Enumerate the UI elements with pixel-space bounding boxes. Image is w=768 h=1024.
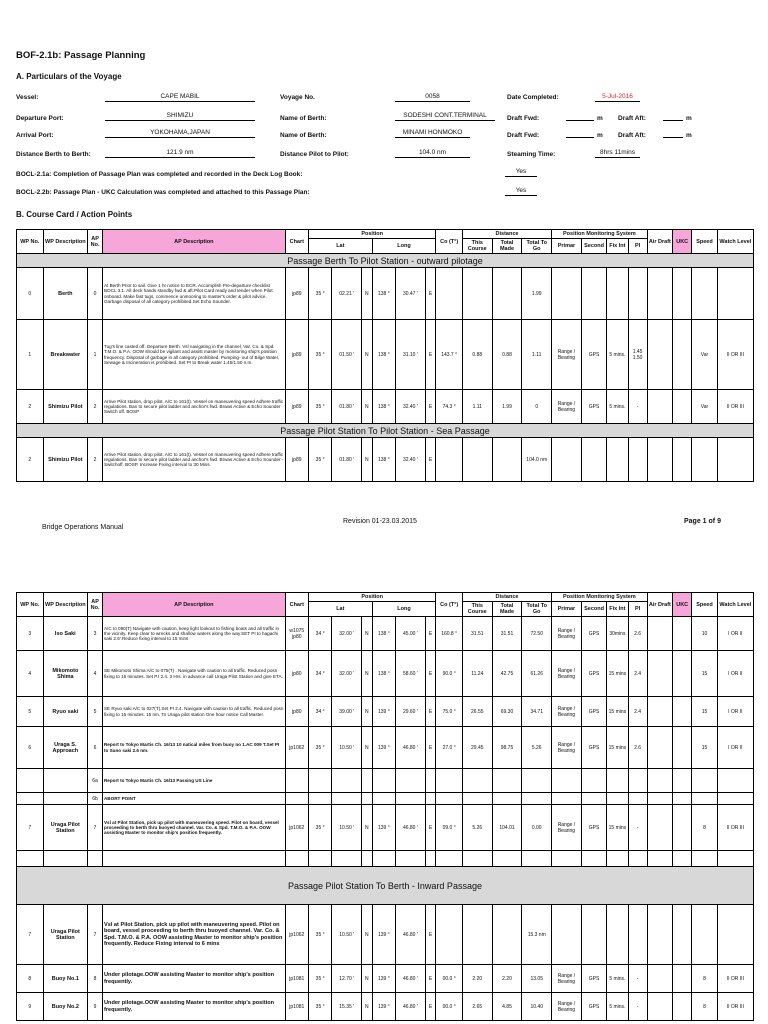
bocl-2b-value: Yes xyxy=(505,187,537,196)
col-air-draft: Air Draft xyxy=(647,230,672,254)
col-ap-no: AP No. xyxy=(88,230,103,254)
col-second: Second xyxy=(581,239,606,254)
arrival-value: YOKOHAMA,JAPAN xyxy=(105,129,255,138)
vessel-label: Vessel: xyxy=(16,94,39,101)
col-lat: Lat xyxy=(308,602,372,617)
table-row: 9 Buoy No.2 9 Under pilotage.OOW assisting Master to monitor ship's position frequently. jp1081 35 ° 15.35 ' N 139 ° 46.80 ' E 00.0 ° 2.65 4.85 10.40 Range / Bearing GPS 5 mins. - 8 II OR III xyxy=(17,993,754,1021)
section-a-heading: A. Particulars of the Voyage xyxy=(16,72,122,81)
footer-page: Page 1 of 9 xyxy=(684,518,721,525)
berth-2-value: MINAMI HONMOKO xyxy=(395,129,470,138)
col-fix-int: Fix Int xyxy=(607,602,628,617)
departure-value: SHIMIZU xyxy=(105,112,255,121)
col-fix-int: Fix Int xyxy=(607,239,628,254)
bocl-1a-text: BOCL-2.1a: Completion of Passage Plan was completed and recorded in the Deck Log Book: xyxy=(16,171,303,178)
col-this-course: This Course xyxy=(462,239,492,254)
col-long: Long xyxy=(372,239,436,254)
col-this-course: This Course xyxy=(462,602,492,617)
col-total-made: Total Made xyxy=(492,239,522,254)
table-row: 2 Shimizu Pilot 2 Arrive Pilot station, drop pilot. A/C to 161(t). Vessel on maneuvering speed Adhere traffic regulations. Ban to secure pilot ladder and anchor's fwd. Brwas Active & Echo Sounder Switch off. BOSP jp89 35 ° 01.80 ' N 138 ° 32.40 ' E 74.3 ° 1.11 1.99 0 Range / Bearing GPS 5 mins. - Var II OR III xyxy=(17,390,754,424)
bocl-2b-text: BOCL-2.2b: Passage Plan - UKC Calculation was completed and attached to this Passage Plan: xyxy=(16,189,310,196)
berth-1-value: SODESHI CONT.TERMINAL xyxy=(395,112,495,121)
table-row: 8 Buoy No.1 8 Under pilotage.OOW assisting Master to monitor ship's position frequently. jp1081 35 ° 12.70 ' N 139 ° 46.80 ' E 00.0 ° 2.20 2.20 13.05 Range / Bearing GPS 5 mins. - 8 II OR III xyxy=(17,965,754,993)
distance-pilot-value: 104.0 nm xyxy=(395,149,470,158)
table-row: 5 Ryuo saki 5 SE Ryuo saki A/C to 027(T).Set PI 2.4. Navigate with caution to all traffic. Reduced posn fixing to 15 minutes. 15 nm. To Uraga pilot station One hour notice Call Master. jp80 34 ° 39.00 ' N 139 ° 29.60 ' E 75.0 ° 26.55 69.30 34.71 Range / Bearing GPS 15 mins 2.4 15 I OR II xyxy=(17,697,754,727)
col-total-to-go: Total To Go xyxy=(522,602,552,617)
table-row: 4 Mikomoto Shima 4 SE Mikomoto Shima A/C to 075(T) . Navigate with caution to all traffic. Reduced posn fixing to 15 minutes. Set P.I 2.4. 3 Hrs. in advance call Uraga Pilot Station and give ETA. jp80 34 ° 32.00 ' N 138 ° 58.60 ' E 90.0 ° 11.24 42.75 61.26 Range / Bearing GPS 15 mins 2.4 15 I OR II xyxy=(17,651,754,697)
col-co: Co (T°) xyxy=(436,230,463,254)
footer-revision: Revision 01-23.03.2015 xyxy=(343,518,417,525)
section-b-heading: B. Course Card / Action Points xyxy=(16,210,133,219)
col-speed: Speed xyxy=(692,230,717,254)
voyage-value: 0058 xyxy=(395,93,470,102)
course-card-table-page-2 xyxy=(16,592,754,1021)
col-total-to-go: Total To Go xyxy=(522,239,552,254)
unit-m: m xyxy=(597,132,603,139)
arrival-label: Arrival Port: xyxy=(16,132,54,139)
col-wp-desc: WP Description xyxy=(43,593,88,617)
section-row-sea: Passage Pilot Station To Pilot Station - Sea Passage xyxy=(17,424,754,438)
bocl-1a-value: Yes xyxy=(505,168,537,177)
col-ap-desc: AP Description xyxy=(102,230,285,254)
unit-m: m xyxy=(686,115,692,122)
col-distance: Distance xyxy=(462,593,551,602)
col-primary: Primar xyxy=(552,602,582,617)
section-row-outward: Passage Berth To Pilot Station - outward pilotage xyxy=(17,254,754,268)
footer-manual: Bridge Operations Manual xyxy=(42,524,124,531)
col-position: Position xyxy=(308,593,435,602)
col-pi: PI xyxy=(628,602,647,617)
draft-aft-blank-2 xyxy=(663,129,683,138)
col-long: Long xyxy=(372,602,436,617)
draft-fwd-label-1: Draft Fwd: xyxy=(507,115,540,122)
departure-label: Departure Port: xyxy=(16,115,64,122)
distance-berth-label: Distance Berth to Berth: xyxy=(16,151,91,158)
col-position: Position xyxy=(308,230,435,239)
table-row: 2 Shimizu Pilot 2 Arrive Pilot station, drop pilot. A/C to 161(t). Vessel on maneuvering speed Adhere traffic regulations. Ban to secure pilot ladder and anchor's fwd. Brwas Active & Echo Sounder - Switchoff. BOSP. Increase Fixing interval to 30 Mins. jp89 35 ° 01.80 ' N 138 ° 32.40 ' E 104.0 nm xyxy=(17,438,754,482)
draft-aft-blank-1 xyxy=(663,112,683,121)
col-ukc: UKC xyxy=(673,593,692,617)
col-speed: Speed xyxy=(692,593,717,617)
steaming-value: 8hrs 11mins xyxy=(595,149,640,158)
draft-aft-label-1: Draft Aft: xyxy=(618,115,646,122)
table-row: 3 Iso Saki 3 A/C to 090(T) Navigate with caution, keep light lookout to fishing boats and all traffic in the vicinity. Keep clear to wrecks and shallow waters along the way.SET PI to hagachi saki 2.6'.Reduce fixing interval to 15 mins w1075 jp80 34 ° 32.00 ' N 138 ° 45.00 ' E 160.8 ° 31.51 31.51 72.50 Range / Bearing GPS 30mins 2.6 10 I OR II xyxy=(17,617,754,651)
col-co: Co (T°) xyxy=(436,593,463,617)
col-ap-no: AP No. xyxy=(88,593,103,617)
col-total-made: Total Made xyxy=(492,602,522,617)
draft-aft-label-2: Draft Aft: xyxy=(618,132,646,139)
date-label: Date Completed: xyxy=(507,94,559,101)
course-card-table-page-1 xyxy=(16,229,754,482)
table-row: 1 Breakwater 1 Tug's line casted off. Departure Berth. Vsl navigating in the channel, Var. Co. & Spd. T.M.O. & P.A. OOW should be vigilant and assist master by monitoring ship's position frequency. Disposal of garbage in all category prohibited. Pumping- out of Bilge Water, Sewage & Incineration is prohibited. Set PI to Break water 1.45/1.50 n.m. jp89 35 ° 01.50 ' N 138 ° 31.10 ' E 143.7 ° 0.88 0.88 1.11 Range / Bearing GPS 5 mins. 1.45 1.50 Var II OR III xyxy=(17,320,754,390)
table-row xyxy=(17,851,754,867)
page-title: BOF-2.1b: Passage Planning xyxy=(16,50,146,61)
col-wp-no: WP No. xyxy=(17,230,44,254)
col-wp-desc: WP Description xyxy=(43,230,88,254)
col-primary: Primar xyxy=(552,239,582,254)
col-lat: Lat xyxy=(308,239,372,254)
col-ap-desc: AP Description xyxy=(102,593,285,617)
vessel-value: CAPE MABIL xyxy=(105,93,255,102)
col-pms: Position Monitoring System xyxy=(552,593,648,602)
draft-fwd-blank-2 xyxy=(566,129,594,138)
distance-berth-value: 121.9 nm xyxy=(105,149,255,158)
col-pms: Position Monitoring System xyxy=(552,230,648,239)
draft-fwd-label-2: Draft Fwd: xyxy=(507,132,540,139)
col-watch-level: Watch Level xyxy=(717,230,753,254)
table-row: 0 Berth 0 At Berth Prior to sail. Give 1 hr notice to ECR. Accomplish Pre-departure checklist BOCL 3.1. All deck hands standby fwd & aft.Pilot Card ready and tender when Pilot onboard. Make fast tugs, commence unmooring to master's order & pilot advice. Garbage disposal of all category prohibited.Set Echo Sounder. jp89 35 ° 02.21 ' N 138 ° 30.47 ' E 1.99 xyxy=(17,268,754,320)
col-pi: PI xyxy=(628,239,647,254)
col-ukc: UKC xyxy=(673,230,692,254)
col-air-draft: Air Draft xyxy=(647,593,672,617)
col-chart: Chart xyxy=(285,593,308,617)
berth-name-label-2: Name of Berth: xyxy=(280,132,327,139)
col-chart: Chart xyxy=(285,230,308,254)
table-row: 6 Uraga S. Approach 6 Report to Tokyo Martis Ch. 16/13 10 natical miles from buoy no 1.AC 009 T.Set PI to Suno saki 2.6 nm. jp1062 35 ° 10.50 ' N 139 ° 46.80 ' E 27.0 ° 29.45 98.75 5.26 Range / Bearing GPS 15 mins 2.6 15 I OR II xyxy=(17,727,754,769)
date-value: 5-Jul-2016 xyxy=(595,93,640,102)
berth-name-label-1: Name of Berth: xyxy=(280,115,327,122)
table-row: 6a Report to Tokyo Martis Ch. 16/13 Passing US Line xyxy=(17,769,754,793)
table-row: 7 Uraga Pilot Station 7 Vsl at Pilot Station, pick up pilot with maneuvering speed. Pilot on board, vessel proceeding to berth thru buoyed channel. Var. Co. & Spd. T.M.O. & P.A. OOW assisting Master to monitor ship's position frequently. Reduce Fixing interval to 6 mins jp1062 35 ° 10.50 ' N 139 ° 46.80 ' E 15.3 nm xyxy=(17,905,754,965)
draft-fwd-blank-1 xyxy=(566,112,594,121)
table-row: 7 Uraga Pilot Station 7 Vsl at Pilot Station, pick up pilot with maneuvering speed. Pilot on board, vessel proceeding to berth thru buoyed channel. Var. Co. & Spd. T.M.O. & P.A. OOW assisting Master to monitor ship's position frequently. jp1062 35 ° 10.50 ' N 139 ° 46.80 ' E 09.0 ° 5.26 104.01 0.00 Range / Bearing GPS 15 mins - 8 II OR III xyxy=(17,805,754,851)
section-row-inward: Passage Pilot Station To Berth - Inward Passage xyxy=(17,867,754,905)
col-wp-no: WP No. xyxy=(17,593,44,617)
unit-m: m xyxy=(686,132,692,139)
unit-m: m xyxy=(597,115,603,122)
table-row: 6b ABORT POINT xyxy=(17,793,754,805)
col-second: Second xyxy=(581,602,606,617)
steaming-label: Steaming Time: xyxy=(507,151,556,158)
voyage-label: Voyage No. xyxy=(280,94,315,101)
col-watch-level: Watch Level xyxy=(717,593,753,617)
col-distance: Distance xyxy=(462,230,551,239)
distance-pilot-label: Distance Pilot to Pilot: xyxy=(280,151,349,158)
